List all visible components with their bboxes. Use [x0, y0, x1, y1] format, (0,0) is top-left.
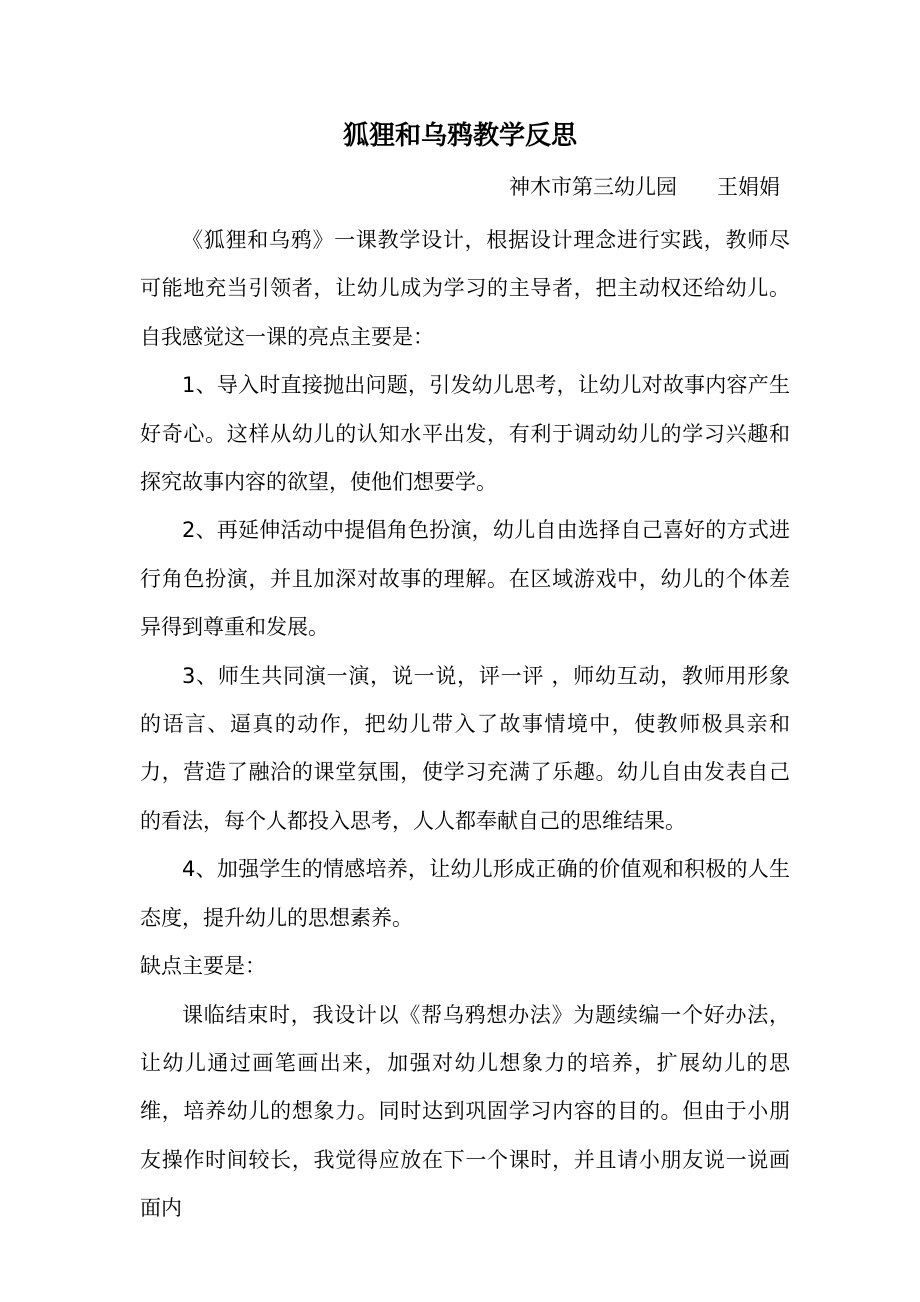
paragraph-point-2: 2、再延伸活动中提倡角色扮演，幼儿自由选择自己喜好的方式进行角色扮演，并且加深对故事的理解。在区域游戏中，幼儿的个体差异得到尊重和发展。 — [140, 518, 790, 640]
author-line — [509, 170, 780, 204]
paragraph-point-1: 1、导入时直接抛出问题，引发幼儿思考，让幼儿对故事内容产生好奇心。这样从幼儿的认知水平出发，有利于调动幼儿的学习兴趣和探究故事内容的欲望，使他们想要学。 — [140, 373, 790, 495]
document-body — [140, 216, 790, 1233]
highlights-heading: 自我感觉这一课的亮点主要是： — [140, 324, 434, 349]
paragraph-shortcoming-1: 课临结束时，我设计以《帮乌鸦想办法》为题续编一个好办法，让幼儿通过画笔画出来，加强对幼儿想象力的培养，扩展幼儿的思维，培养幼儿的想象力。同时达到巩固学习内容的目的。但由于小朋友操作时间较长，我觉得应放在下一个课时，并且请小朋友说一说画面内 — [140, 1002, 790, 1221]
document-title: 狐狸和乌鸦教学反思 — [342, 121, 577, 151]
paragraph-point-3: 3、师生共同演一演，说一说，评一评 ，师幼互动，教师用形象的语言、逼真的动作，把幼儿带入了故事情境中，使教师极具亲和力，营造了融洽的课堂氛围，使学习充满了乐趣。幼儿自由发表自己的看法，每个人都投入思考，人人都奉献自己的思维结果。 — [140, 663, 790, 833]
intro-text: 《狐狸和乌鸦》一课教学设计，根据设计理念进行实践，教师尽可能地充当引领者，让幼儿成为学习的主导者，把主动权还给幼儿。 — [140, 228, 790, 301]
paragraph-intro — [140, 216, 790, 361]
shortcomings-heading: 缺点主要是： — [140, 954, 266, 979]
author-organization: 神木市第三幼儿园 — [509, 175, 677, 199]
author-name: 王娟娟 — [717, 175, 780, 199]
paragraph-point-4: 4、加强学生的情感培养，让幼儿形成正确的价值观和积极的人生态度，提升幼儿的思想素养。 — [140, 857, 790, 930]
